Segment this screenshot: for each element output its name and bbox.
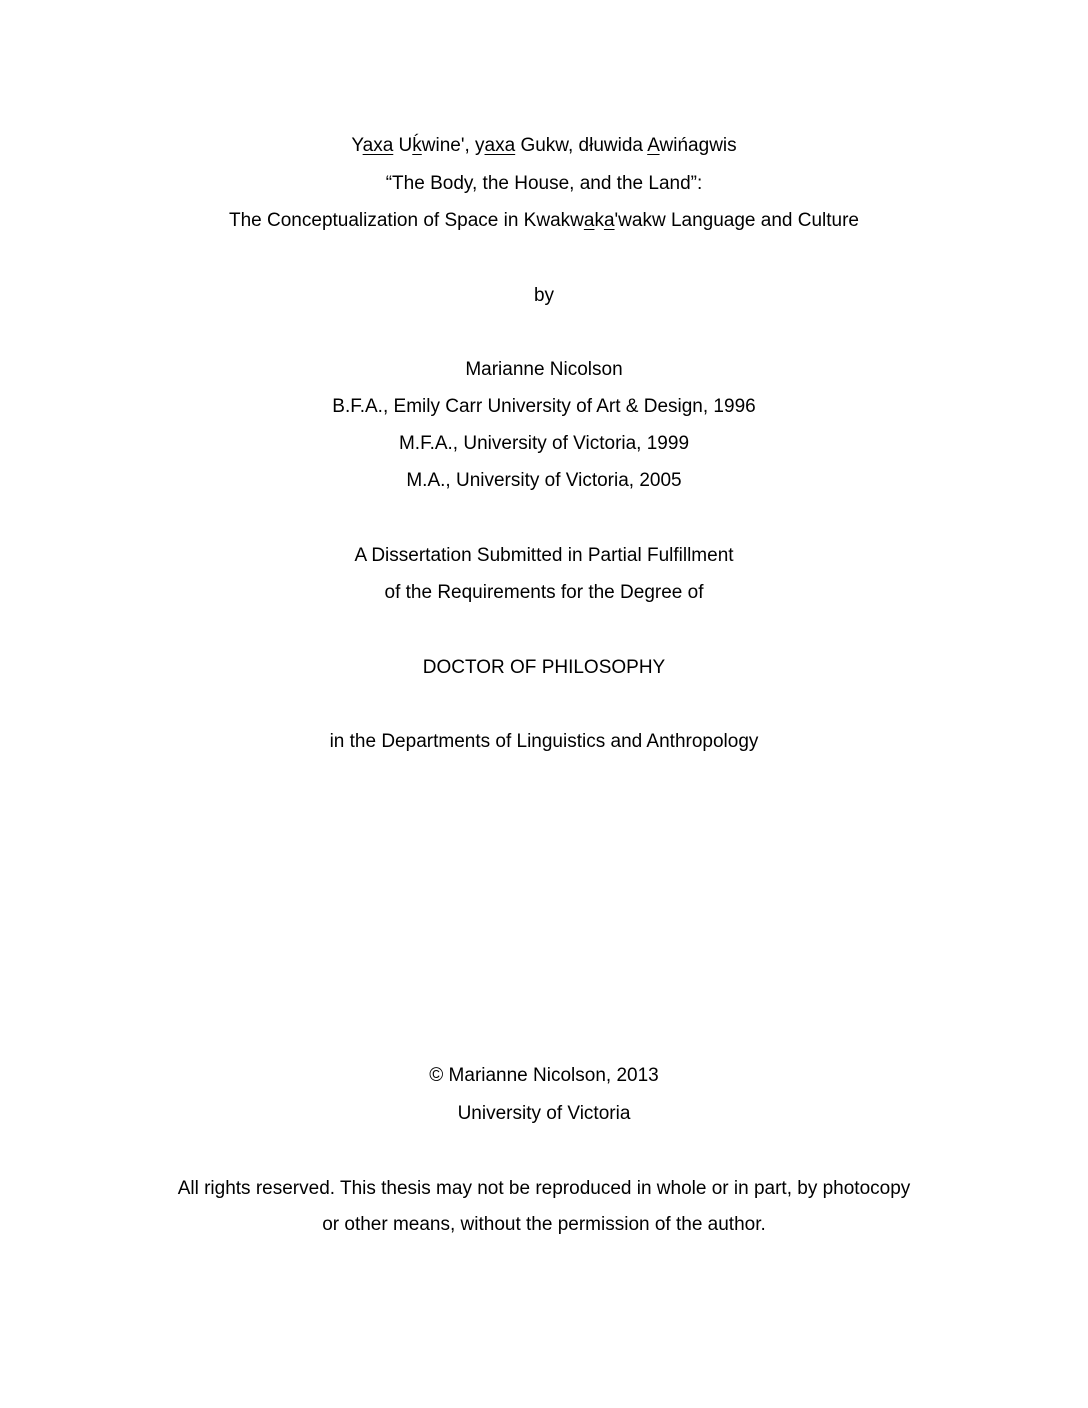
subtitle: [0, 209, 1088, 233]
subtitle-part: The Conceptualization of Space in Kwakw: [229, 210, 584, 231]
subtitle-part: a: [603, 210, 615, 231]
departments: in the Departments of Linguistics and Anthropology: [329, 731, 759, 752]
title-part: A: [647, 135, 660, 156]
title-part: U: [393, 135, 413, 156]
submission-line: of the Requirements for the Degree of: [384, 582, 704, 603]
title-part: Gukw, dłuwida: [515, 135, 648, 156]
title-part: ḱ: [412, 135, 422, 156]
author-name: Marianne Nicolson: [465, 359, 623, 380]
degree-name: DOCTOR OF PHILOSOPHY: [422, 657, 666, 678]
by-label: by: [533, 285, 555, 306]
copyright-line: © Marianne Nicolson, 2013: [429, 1065, 659, 1086]
kwakwala-title: [0, 134, 1088, 158]
rights-line: All rights reserved. This thesis may not be reproduced in whole or in part, by photocopy: [177, 1178, 911, 1199]
title-part: wine', y: [421, 135, 485, 156]
title-part: wińagwis: [659, 135, 737, 156]
submission-line: A Dissertation Submitted in Partial Fulfillment: [354, 545, 734, 566]
subtitle-part: k: [594, 210, 604, 231]
degree-line: M.A., University of Victoria, 2005: [406, 470, 682, 491]
degree-line: B.F.A., Emily Carr University of Art & Design, 1996: [332, 396, 756, 417]
degree-line: M.F.A., University of Victoria, 1999: [398, 433, 690, 454]
title-part: Y: [351, 135, 363, 156]
title-part: axa: [362, 135, 394, 156]
title-part: axa: [484, 135, 516, 156]
institution: University of Victoria: [457, 1103, 631, 1124]
rights-line: or other means, without the permission of the author.: [322, 1214, 766, 1235]
subtitle-part: 'wakw Language and Culture: [614, 210, 859, 231]
subtitle-part: a: [583, 210, 595, 231]
english-title: “The Body, the House, and the Land”:: [385, 173, 703, 194]
